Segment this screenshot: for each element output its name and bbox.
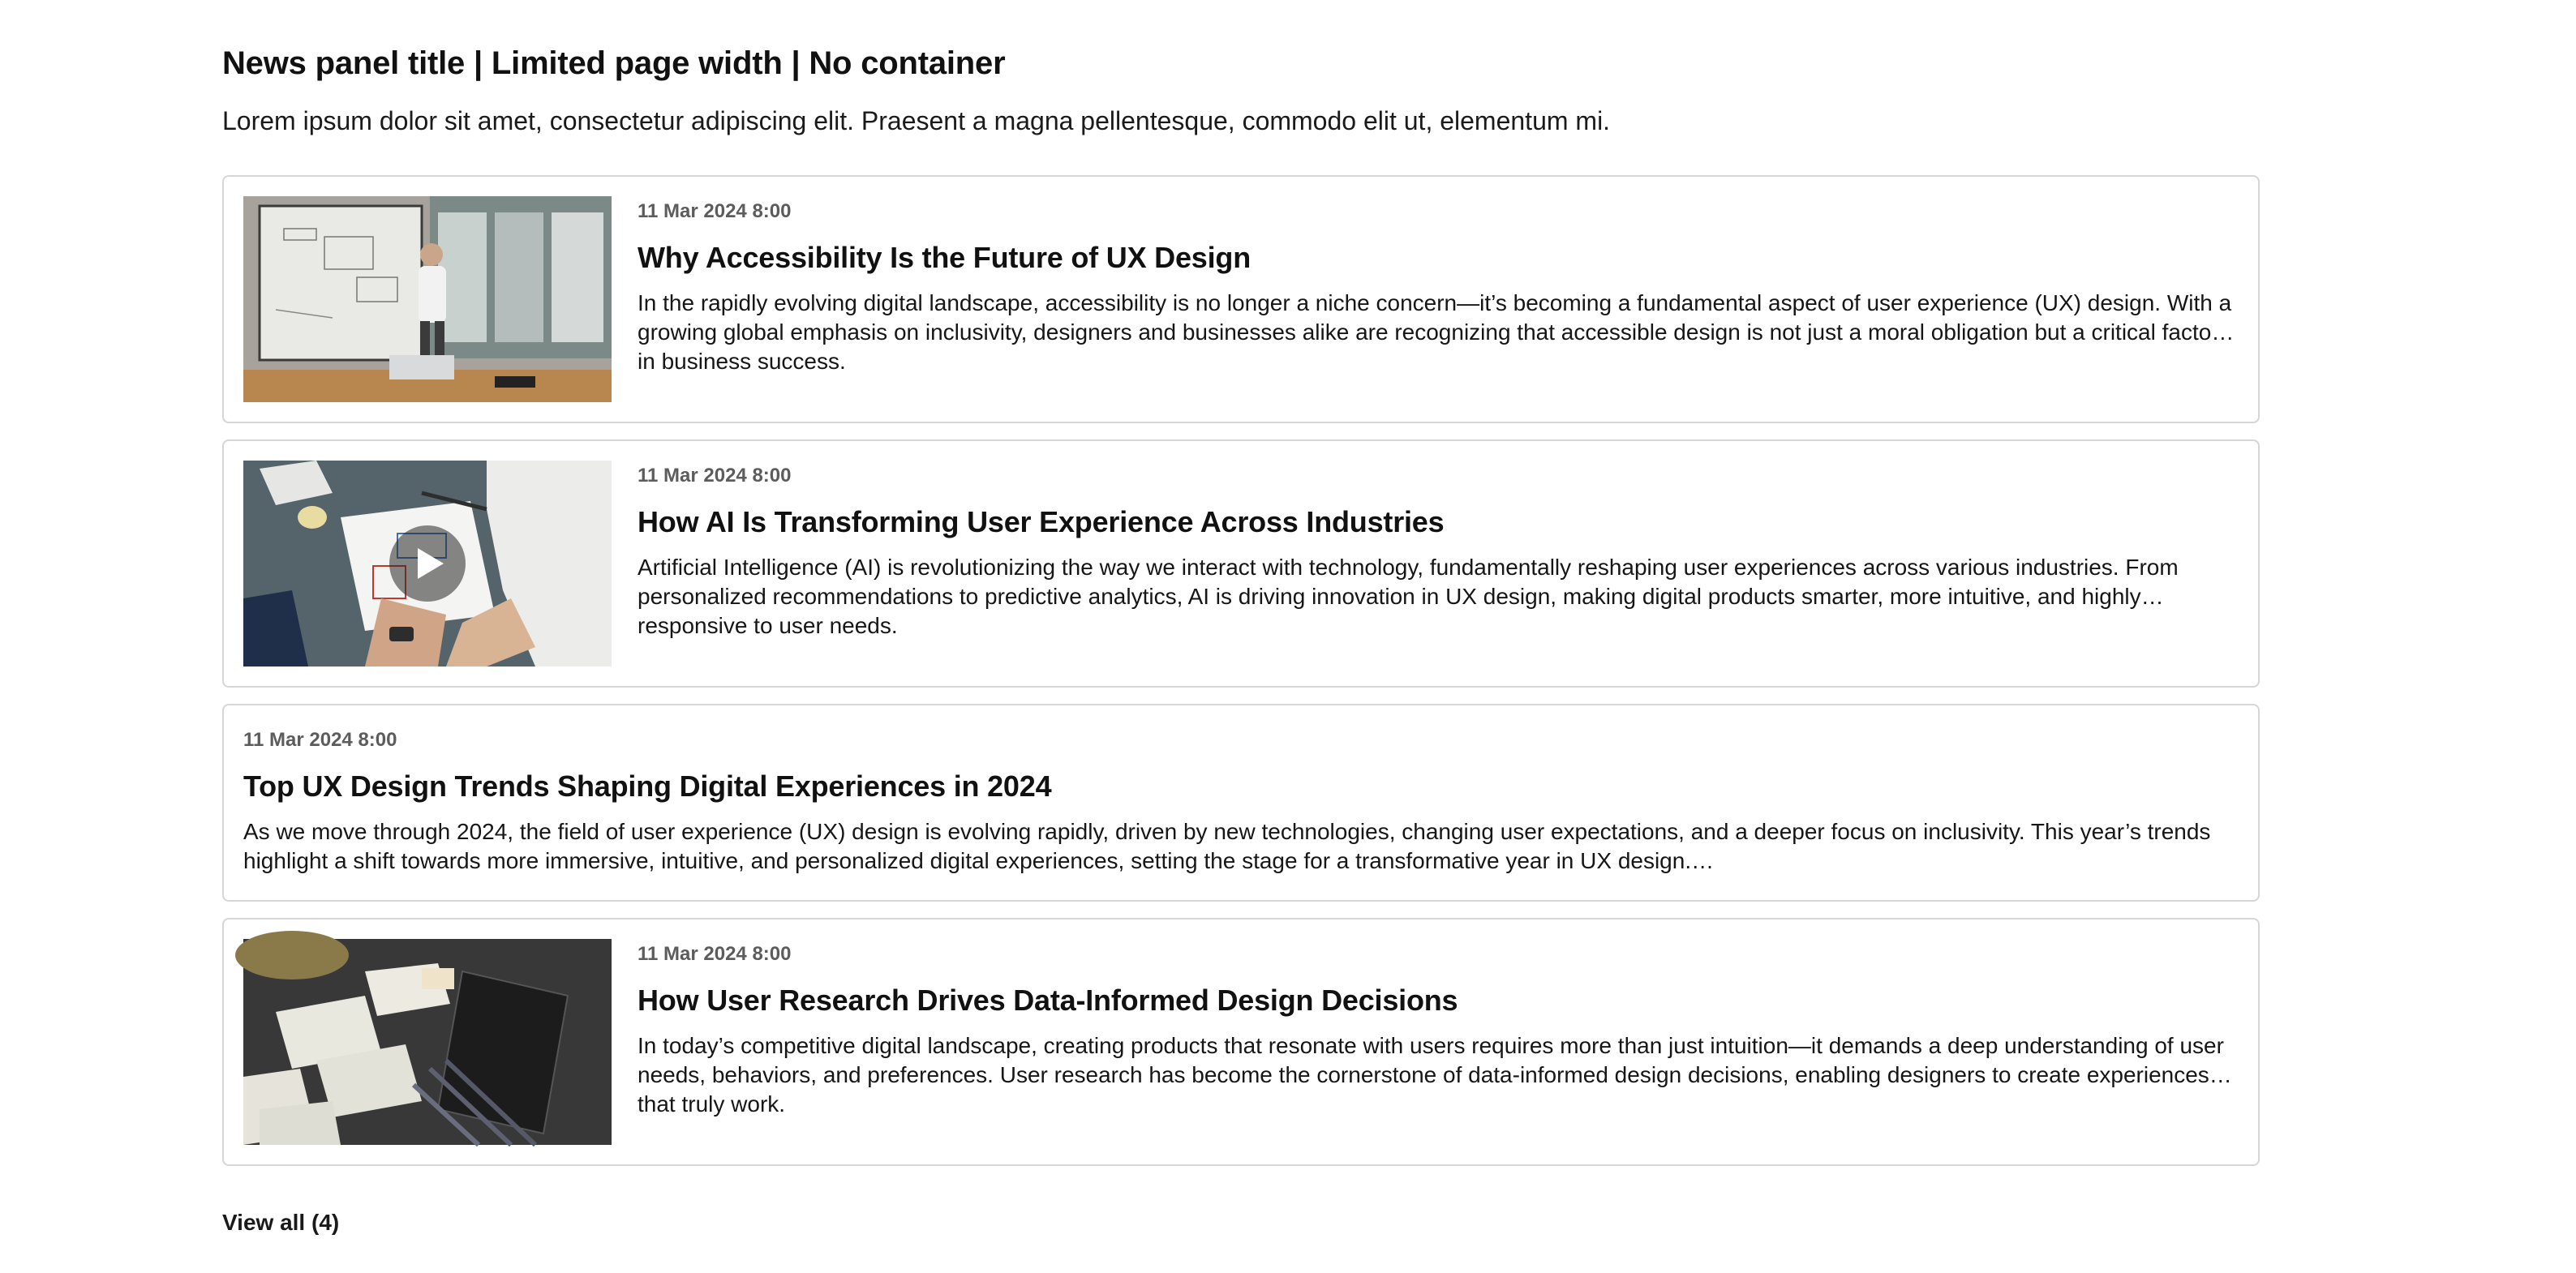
- news-card[interactable]: [222, 704, 2260, 902]
- view-all-link[interactable]: View all (4): [222, 1210, 340, 1235]
- news-card-excerpt: In the rapidly evolving digital landscape, accessibility is no longer a niche concern—it’s becoming a fundamental aspect of user experience (UX) design. With a growing global emphasis on inclusivity, designers and businesses alike are recognizing that accessible design is not just a moral obligation but a critical factor in business success.: [638, 290, 2232, 374]
- panel-title: News panel title | Limited page width | No container: [222, 45, 1006, 81]
- news-list: [222, 175, 2258, 1166]
- news-card-body: [243, 725, 2239, 876]
- news-card-body: [638, 461, 2239, 638]
- news-card-excerpt: As we move through 2024, the field of user experience (UX) design is evolving rapidly, driven by new technologies, changing user expectations, and a deeper focus on inclusivity. This year’s trends highlight a shift towards more immersive, intuitive, and personalized digital experiences, setting the stage for a transformative year in UX design.…: [243, 819, 2211, 873]
- news-card-body: [638, 196, 2239, 374]
- news-card-excerpt: Artificial Intelligence (AI) is revolutionizing the way we interact with technology, fundamentally reshaping user experiences across various industries. From personalized recommendations to predictive analytics, AI is driving innovation in UX design, making digital products smarter, more intuitive, and highly responsive to user needs.: [638, 555, 2179, 638]
- news-card[interactable]: [222, 918, 2260, 1166]
- news-card-title[interactable]: How AI Is Transforming User Experience Across Industries: [638, 505, 1445, 538]
- news-card[interactable]: [222, 175, 2260, 423]
- panel-description: Lorem ipsum dolor sit amet, consectetur adipiscing elit. Praesent a magna pellentesque, commodo elit ut, elementum mi.: [222, 106, 1611, 135]
- news-card-date: 11 Mar 2024 8:00: [243, 729, 397, 751]
- news-card-title[interactable]: Top UX Design Trends Shaping Digital Experiences in 2024: [243, 769, 1052, 803]
- news-card-title[interactable]: Why Accessibility Is the Future of UX Design: [638, 241, 1252, 274]
- news-card-date: 11 Mar 2024 8:00: [638, 943, 792, 965]
- news-card[interactable]: [222, 439, 2260, 688]
- news-card-date: 11 Mar 2024 8:00: [638, 465, 792, 486]
- news-card-title[interactable]: How User Research Drives Data-Informed Design Decisions: [638, 984, 1458, 1017]
- news-card-date: 11 Mar 2024 8:00: [638, 200, 792, 222]
- news-panel: [222, 39, 2258, 1239]
- play-icon: [418, 548, 444, 579]
- news-card-image: [243, 196, 612, 402]
- news-card-image: [243, 461, 612, 667]
- news-card-excerpt: In today’s competitive digital landscape, creating products that resonate with users requires more than just intuition—it demands a deep understanding of user needs, behaviors, and preferences. User research has become the cornerstone of data-informed design decisions, enabling designers to create experiences that truly work.: [638, 1033, 2224, 1117]
- news-card-body: [638, 939, 2239, 1117]
- news-card-image: [243, 939, 612, 1145]
- video-play-button[interactable]: [389, 525, 466, 602]
